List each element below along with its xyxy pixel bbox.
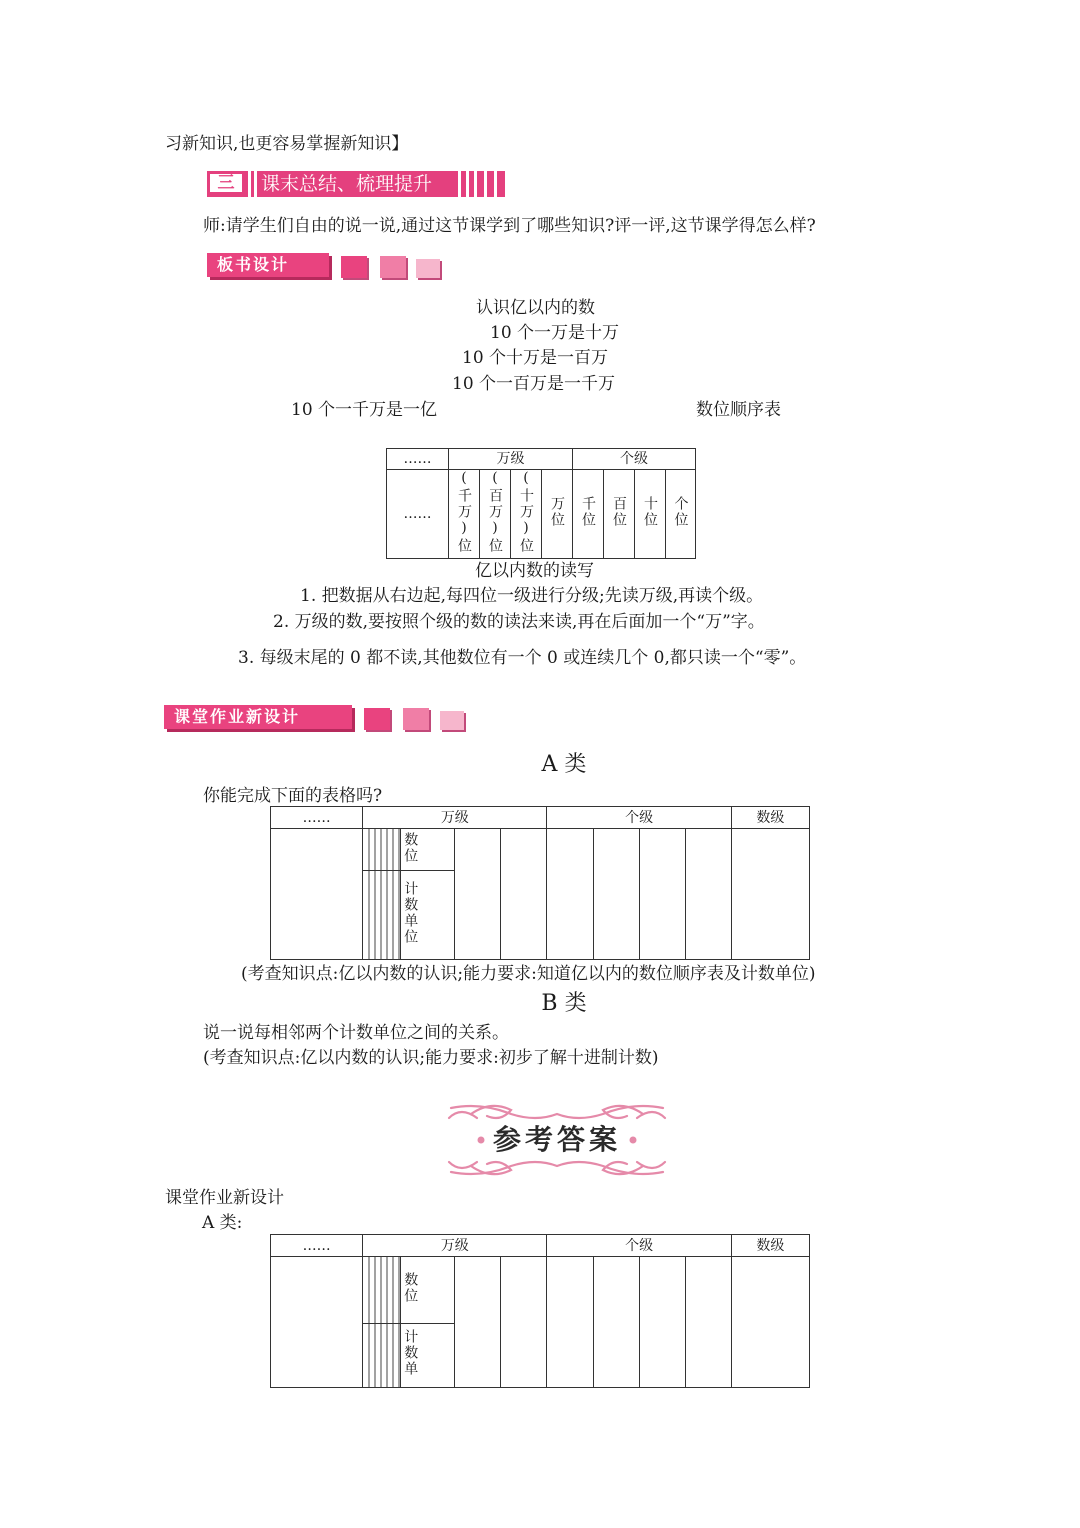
shu-group-header: 数级: [731, 807, 809, 829]
place-col: 万位: [549, 496, 565, 528]
place-col: 个位: [672, 496, 689, 528]
answer-cell: [685, 1257, 731, 1388]
board-line-1: 10 个一万是十万: [490, 323, 620, 343]
answer-cell[interactable]: [455, 829, 501, 960]
tag-square-2: [380, 256, 406, 278]
answer-table: [270, 1234, 810, 1388]
board-line-3: 10 个一百万是一千万: [452, 374, 616, 394]
answers-sub: A 类:: [202, 1213, 243, 1233]
tag-square-3: [440, 711, 464, 730]
answer-cell[interactable]: [731, 829, 809, 960]
tag-square-2: [403, 708, 429, 730]
class-b-note: (考查知识点:亿以内数的认识;能力要求:初步了解十进制计数): [203, 1048, 659, 1068]
place-col: 千位: [580, 496, 596, 528]
answer-cell[interactable]: [547, 829, 593, 960]
answer-cell: [547, 1257, 593, 1388]
answer-ornament: [441, 1100, 673, 1180]
place-col: (十万)位: [518, 470, 534, 554]
ellipsis-cell: ……: [387, 470, 449, 559]
ellipsis-cell: ……: [387, 449, 449, 470]
answer-cell: [731, 1257, 809, 1388]
hatched-cell: [363, 1323, 401, 1387]
wan-group-header: 万级: [363, 807, 547, 829]
place-col: 百位: [611, 496, 627, 528]
answer-cell: [593, 1257, 639, 1388]
section-number: 三: [210, 174, 242, 192]
blank-cell: [271, 829, 363, 960]
ge-group-header: 个级: [547, 807, 731, 829]
tag-square-3: [416, 259, 440, 278]
intro-text: 习新知识,也更容易掌握新知识】: [165, 134, 409, 154]
hatched-cell: [363, 829, 401, 871]
row-label-digit: 数位: [402, 1271, 419, 1304]
rule-3: 3. 每级末尾的 0 都不读,其他数位有一个 0 或连续几个 0,都只读一个“零”。: [238, 648, 807, 668]
answer-cell: [639, 1257, 685, 1388]
board-line-2: 10 个十万是一百万: [462, 348, 609, 368]
row-label-cell: [401, 1323, 455, 1387]
row-label-cell: [401, 871, 455, 960]
answers-title: 参考答案: [493, 1123, 622, 1156]
section-title: 课末总结、梳理提升: [261, 173, 433, 195]
tag-square-1: [364, 708, 390, 730]
board-line-4: 10 个一千万是一亿: [291, 400, 438, 420]
row-label-unit: 计数单: [402, 1329, 419, 1378]
homework-label: 课堂作业新设计: [164, 705, 352, 729]
exercise-table: [270, 806, 810, 960]
blank-cell: [271, 1257, 363, 1388]
answers-heading: 课堂作业新设计: [165, 1188, 284, 1208]
place-col: 十位: [642, 496, 658, 528]
shu-group-header: 数级: [731, 1235, 809, 1257]
place-col: (百万)位: [487, 470, 503, 554]
ge-group-header: 个级: [547, 1235, 731, 1257]
hatched-cell: [363, 871, 401, 960]
class-b-title: B 类: [541, 991, 587, 1016]
wan-group-header: 万级: [449, 449, 573, 470]
teacher-prompt: 师:请学生们自由的说一说,通过这节课学到了哪些知识?评一评,这节课学得怎么样?: [203, 216, 816, 236]
hatched-cell: [363, 1257, 401, 1323]
answer-cell: [501, 1257, 547, 1388]
row-label-unit: 计数单位: [402, 881, 419, 946]
ellipsis-cell: ……: [271, 1235, 363, 1257]
rule-2: 2. 万级的数,要按照个级的数的读法来读,再在后面加一个“万”字。: [273, 612, 765, 632]
board-title: 认识亿以内的数: [476, 298, 595, 318]
answer-cell[interactable]: [501, 829, 547, 960]
class-a-title: A 类: [541, 752, 587, 777]
row-label-cell: [401, 829, 455, 871]
place-value-table: [386, 448, 696, 559]
class-a-question: 你能完成下面的表格吗?: [203, 786, 383, 806]
section-header: [207, 171, 505, 197]
answer-cell: [455, 1257, 501, 1388]
ge-group-header: 个级: [573, 449, 696, 470]
board-design-label: 板书设计: [207, 253, 329, 277]
rule-1: 1. 把数据从右边起,每四位一级进行分级;先读万级,再读个级。: [300, 586, 764, 606]
answer-cell[interactable]: [593, 829, 639, 960]
place-col: (千万)位: [456, 470, 472, 554]
row-label-digit: 数位: [402, 831, 419, 864]
ellipsis-cell: ……: [271, 807, 363, 829]
answer-cell[interactable]: [685, 829, 731, 960]
class-a-note: (考查知识点:亿以内数的认识;能力要求:知道亿以内的数位顺序表及计数单位): [241, 964, 816, 984]
class-b-question: 说一说每相邻两个计数单位之间的关系。: [203, 1023, 509, 1043]
answer-cell[interactable]: [639, 829, 685, 960]
rw-title: 亿以内数的读写: [475, 561, 594, 581]
place-table-caption: 数位顺序表: [696, 400, 781, 420]
tag-square-1: [341, 256, 367, 278]
row-label-cell: [401, 1257, 455, 1323]
wan-group-header: 万级: [363, 1235, 547, 1257]
